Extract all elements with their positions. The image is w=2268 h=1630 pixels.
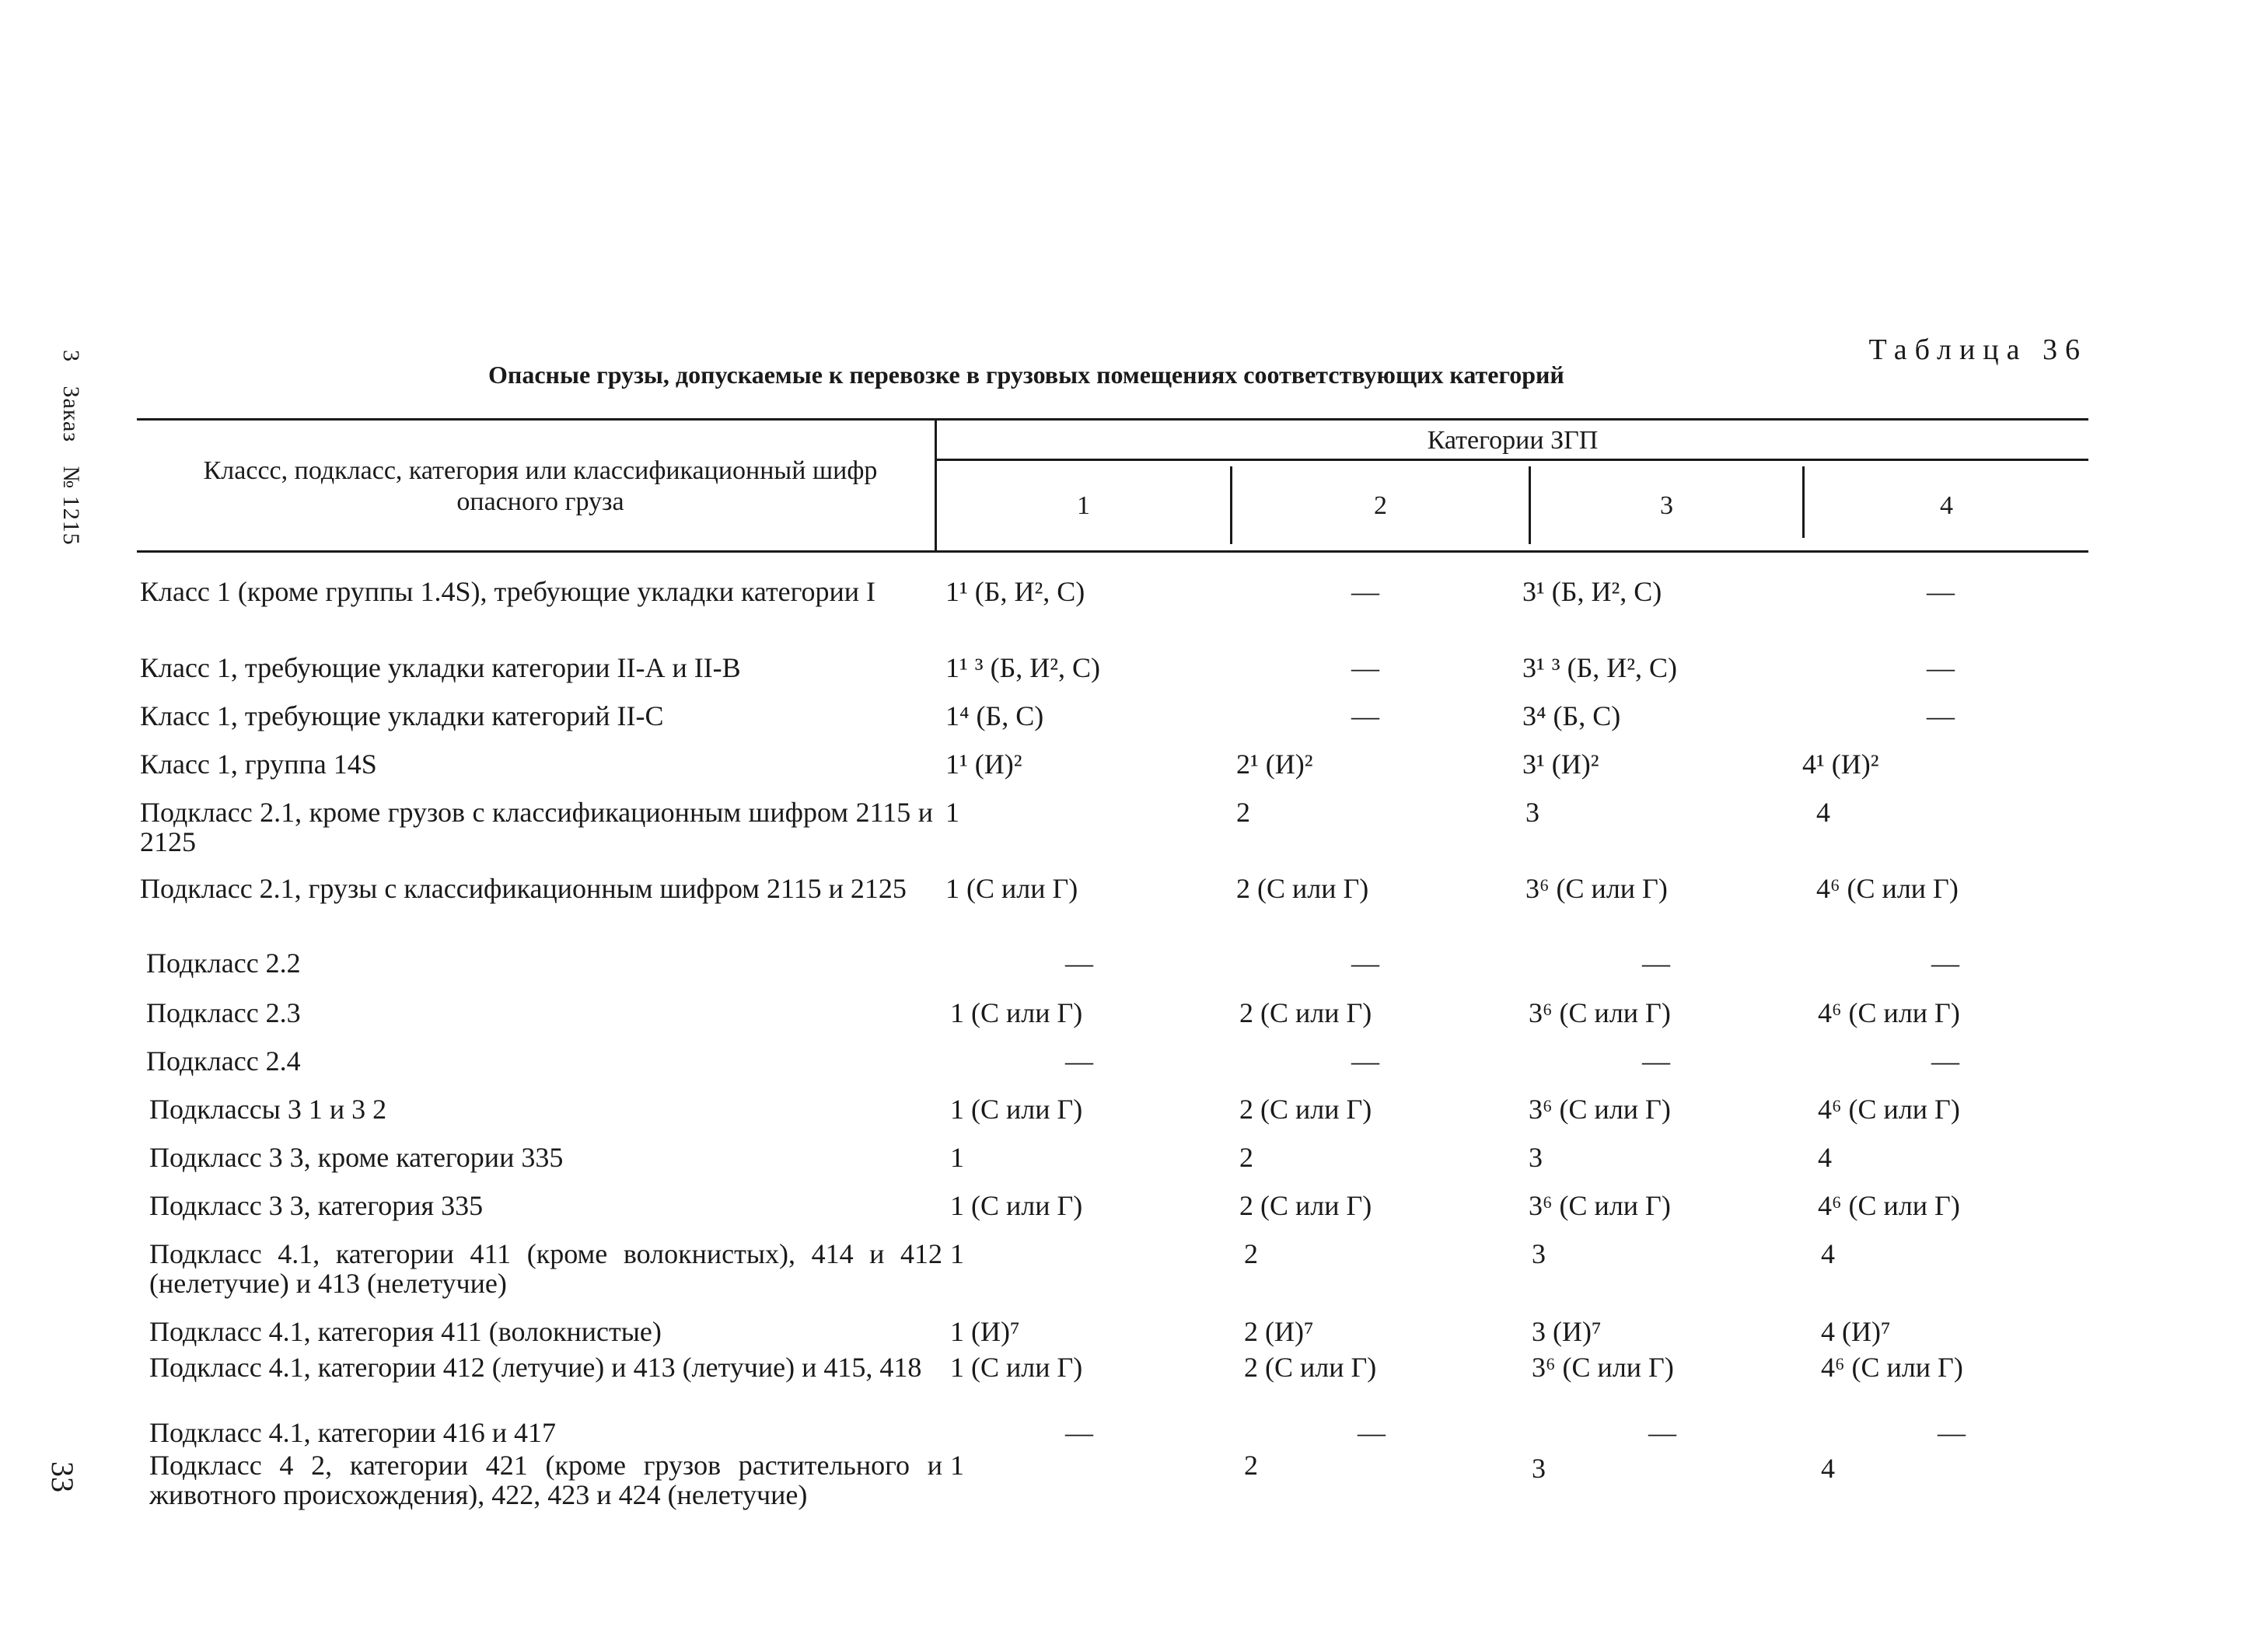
row-cell-cat1: 1¹ ³ (Б, И², С) xyxy=(945,652,1101,683)
header-bottom-rule xyxy=(137,550,2088,553)
row-cell-cat1: — xyxy=(1065,948,1093,979)
row-cell-cat3: — xyxy=(1648,1417,1676,1448)
row-cell-cat2: — xyxy=(1351,576,1379,607)
row-cell-cat1: 1¹ (И)² xyxy=(945,749,1022,780)
row-cell-cat2: 2 xyxy=(1244,1450,1258,1481)
row-label: Подкласс 4.1, категории 411 (кроме волокнистых), 414 и 412 (нелетучие) и 413 (нелетучие) xyxy=(149,1238,942,1299)
row-label: Класс 1, группа 14S xyxy=(140,749,377,780)
header-col-1: 1 xyxy=(1077,491,1090,520)
row-cell-cat3: — xyxy=(1642,948,1670,979)
row-label: Класс 1, требующие укладки категории II-А и II-В xyxy=(140,652,741,683)
row-cell-cat4: — xyxy=(1927,700,1955,731)
row-cell-cat1: 1 xyxy=(950,1238,964,1269)
row-cell-cat4: 4⁶ (С или Г) xyxy=(1816,873,1959,904)
header-col-3: 3 xyxy=(1660,491,1673,520)
row-label: Подкласс 3 3, категория 335 xyxy=(149,1190,484,1221)
row-cell-cat3: 3 xyxy=(1532,1238,1546,1269)
row-cell-cat1: — xyxy=(1065,1417,1093,1448)
row-label: Подкласс 4.1, категории 412 (летучие) и 413 (летучие) и 415, 418 xyxy=(149,1352,922,1383)
row-cell-cat2: 2 (И)⁷ xyxy=(1244,1316,1314,1347)
row-cell-cat4: 4⁶ (С или Г) xyxy=(1818,997,1960,1028)
row-cell-cat2: — xyxy=(1351,700,1379,731)
row-cell-cat3: 3⁴ (Б, С) xyxy=(1522,700,1621,731)
row-cell-cat1: 1 xyxy=(950,1142,964,1173)
row-cell-cat4: 4⁶ (С или Г) xyxy=(1818,1190,1960,1221)
row-label: Подкласс 4.1, категории 416 и 417 xyxy=(149,1417,557,1448)
row-cell-cat3: 3 (И)⁷ xyxy=(1532,1316,1602,1347)
row-cell-cat2: 2 xyxy=(1236,797,1250,828)
row-cell-cat1: 1 xyxy=(945,797,959,828)
table-number: Таблица 36 xyxy=(1868,333,2088,366)
row-label: Подкласс 4 2, категории 421 (кроме грузов растительного и животного происхождения), 422, 423 и 424 (нелетучие) xyxy=(149,1450,942,1510)
margin-order-info xyxy=(58,350,84,563)
row-label: Подкласс 4.1, категория 411 (волокнистые) xyxy=(149,1316,662,1347)
table-title: Опасные грузы, допускаемые к перевозке в грузовых помещениях соответствующих категорий xyxy=(488,361,1564,389)
page-number: 33 xyxy=(45,1461,80,1492)
row-cell-cat2: — xyxy=(1351,948,1379,979)
row-label: Подкласс 2.1, грузы с классификационным шифром 2115 и 2125 xyxy=(140,873,907,904)
row-cell-cat4: — xyxy=(1938,1417,1966,1448)
row-label: Подкласс 2.4 xyxy=(146,1045,301,1077)
row-cell-cat4: 4¹ (И)² xyxy=(1802,749,1879,780)
row-cell-cat2: 2 xyxy=(1239,1142,1253,1173)
row-label: Подклассы 3 1 и 3 2 xyxy=(149,1094,387,1125)
row-cell-cat4: 4⁶ (С или Г) xyxy=(1821,1352,1963,1383)
row-cell-cat1: 1 (С или Г) xyxy=(950,1190,1083,1221)
row-cell-cat3: 3 xyxy=(1532,1453,1546,1484)
row-cell-cat3: 3⁶ (С или Г) xyxy=(1529,997,1671,1028)
row-cell-cat3: 3¹ (Б, И², С) xyxy=(1522,576,1662,607)
header-top-rule xyxy=(137,418,2088,421)
header-col-4: 4 xyxy=(1940,491,1953,520)
row-label: Класс 1, требующие укладки категорий II-С xyxy=(140,700,664,731)
row-cell-cat1: 1⁴ (Б, С) xyxy=(945,700,1044,731)
group-underline xyxy=(937,459,2088,461)
row-cell-cat1: 1 (С или Г) xyxy=(950,1094,1083,1125)
row-cell-cat4: 4 xyxy=(1821,1453,1835,1484)
row-cell-cat1: 1 (С или Г) xyxy=(950,997,1083,1028)
row-cell-cat2: — xyxy=(1351,1045,1379,1077)
order-label: Заказ xyxy=(58,386,84,443)
row-cell-cat2: 2 (С или Г) xyxy=(1239,997,1372,1028)
row-cell-cat3: 3⁶ (С или Г) xyxy=(1525,873,1668,904)
row-cell-cat1: 1 (С или Г) xyxy=(945,873,1078,904)
row-cell-cat3: 3⁶ (С или Г) xyxy=(1532,1352,1674,1383)
row-cell-cat1: 1 xyxy=(950,1450,964,1481)
row-cell-cat3: 3⁶ (С или Г) xyxy=(1529,1094,1671,1125)
row-cell-cat1: — xyxy=(1065,1045,1093,1077)
row-cell-cat4: — xyxy=(1931,948,1959,979)
sheet-number: 3 xyxy=(58,350,84,362)
row-cell-cat2: — xyxy=(1358,1417,1386,1448)
row-cell-cat3: 3¹ ³ (Б, И², С) xyxy=(1522,652,1678,683)
row-cell-cat4: — xyxy=(1927,652,1955,683)
order-number: № 1215 xyxy=(58,466,84,546)
row-cell-cat3: 3¹ (И)² xyxy=(1522,749,1599,780)
row-cell-cat4: — xyxy=(1931,1045,1959,1077)
row-cell-cat2: 2 (С или Г) xyxy=(1239,1094,1372,1125)
row-label: Подкласс 2.3 xyxy=(146,997,301,1028)
row-cell-cat2: 2¹ (И)² xyxy=(1236,749,1313,780)
row-label: Подкласс 2.2 xyxy=(146,948,301,979)
header-category-group: Категории ЗГП xyxy=(1427,426,1599,455)
row-cell-cat4: 4 xyxy=(1816,797,1830,828)
row-cell-cat3: — xyxy=(1642,1045,1670,1077)
row-cell-cat4: 4 xyxy=(1821,1238,1835,1269)
header-col-2: 2 xyxy=(1374,491,1387,520)
row-cell-cat1: 1 (И)⁷ xyxy=(950,1316,1020,1347)
row-cell-cat2: 2 xyxy=(1244,1238,1258,1269)
row-cell-cat3: 3 xyxy=(1529,1142,1543,1173)
row-cell-cat2: — xyxy=(1351,652,1379,683)
row-cell-cat1: 1 (С или Г) xyxy=(950,1352,1083,1383)
row-cell-cat3: 3 xyxy=(1525,797,1539,828)
row-cell-cat4: 4 (И)⁷ xyxy=(1821,1316,1891,1347)
row-cell-cat4: — xyxy=(1927,576,1955,607)
row-label: Подкласс 3 3, кроме категории 335 xyxy=(149,1142,564,1173)
row-label: Класс 1 (кроме группы 1.4S), требующие укладки категории I xyxy=(140,576,876,607)
row-cell-cat2: 2 (С или Г) xyxy=(1244,1352,1377,1383)
row-cell-cat4: 4 xyxy=(1818,1142,1832,1173)
row-cell-cat1: 1¹ (Б, И², С) xyxy=(945,576,1085,607)
row-cell-cat2: 2 (С или Г) xyxy=(1239,1190,1372,1221)
header-first-column: Классс, подкласс, категория или классификационный шифр опасного груза xyxy=(203,456,878,516)
row-cell-cat2: 2 (С или Г) xyxy=(1236,873,1369,904)
row-label: Подкласс 2.1, кроме грузов с классификационным шифром 2115 и 2125 xyxy=(140,797,933,857)
row-cell-cat4: 4⁶ (С или Г) xyxy=(1818,1094,1960,1125)
row-cell-cat3: 3⁶ (С или Г) xyxy=(1529,1190,1671,1221)
